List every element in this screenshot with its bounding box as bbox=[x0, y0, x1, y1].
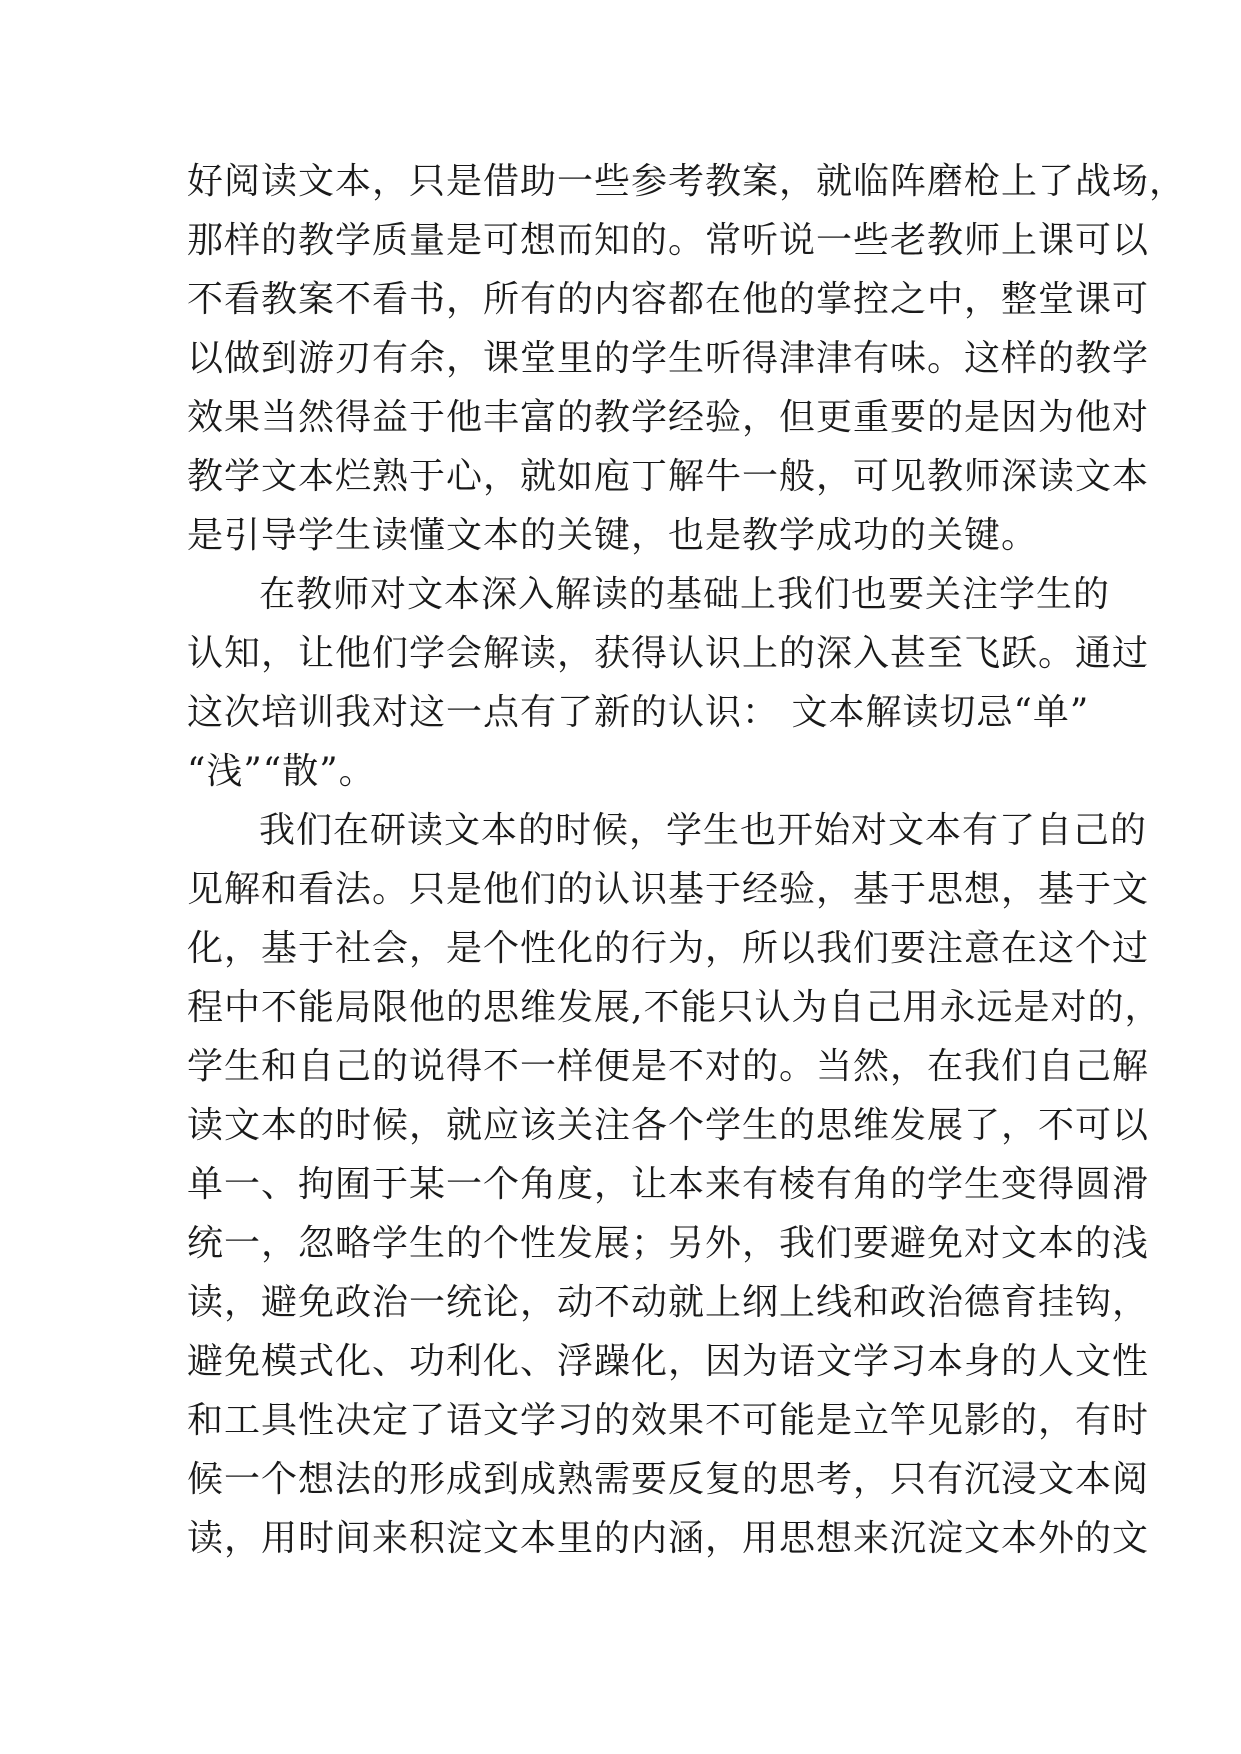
text-line: 在教师对文本深入解读的基础上我们也要关注学生的 bbox=[259, 574, 1111, 615]
text-line: 认知，让他们学会解读，获得认识上的深入甚至飞跃。通过 bbox=[187, 633, 1150, 674]
text-line: 好阅读文本，只是借助一些参考教案，就临阵磨枪上了战场， bbox=[187, 161, 1187, 202]
text-line: “浅”“散”。 bbox=[187, 751, 376, 792]
text-line: 是引导学生读懂文本的关键，也是教学成功的关键。 bbox=[187, 515, 1039, 556]
text-line: 程中不能局限他的思维发展,不能只认为自己用永远是对的， bbox=[187, 987, 1162, 1028]
text-line: 候一个想法的形成到成熟需要反复的思考，只有沉浸文本阅 bbox=[187, 1459, 1150, 1500]
text-line: 化，基于社会，是个性化的行为，所以我们要注意在这个过 bbox=[187, 928, 1150, 969]
text-line: 我们在研读文本的时候，学生也开始对文本有了自己的 bbox=[259, 810, 1148, 851]
text-line: 读，用时间来积淀文本里的内涵，用思想来沉淀文本外的文 bbox=[187, 1518, 1150, 1559]
text-line: 读，避免政治一统论，动不动就上纲上线和政治德育挂钩， bbox=[187, 1282, 1150, 1323]
text-line: 统一，忽略学生的个性发展；另外，我们要避免对文本的浅 bbox=[187, 1223, 1150, 1264]
text-line: 见解和看法。只是他们的认识基于经验，基于思想，基于文 bbox=[187, 869, 1150, 910]
text-line: 学生和自己的说得不一样便是不对的。当然，在我们自己解 bbox=[187, 1046, 1150, 1087]
text-line: 效果当然得益于他丰富的教学经验，但更重要的是因为他对 bbox=[187, 397, 1150, 438]
text-line: 那样的教学质量是可想而知的。常听说一些老教师上课可以 bbox=[187, 220, 1150, 261]
text-line: 读文本的时候，就应该关注各个学生的思维发展了，不可以 bbox=[187, 1105, 1150, 1146]
text-line: 避免模式化、功利化、浮躁化，因为语文学习本身的人文性 bbox=[187, 1341, 1150, 1382]
body-text bbox=[187, 152, 1187, 1568]
text-line: 教学文本烂熟于心，就如庖丁解牛一般，可见教师深读文本 bbox=[187, 456, 1150, 497]
text-line: 不看教案不看书，所有的内容都在他的掌控之中，整堂课可 bbox=[187, 279, 1150, 320]
text-line: 这次培训我对这一点有了新的认识： 文本解读切忌“单” bbox=[187, 692, 1090, 733]
text-line: 以做到游刃有余，课堂里的学生听得津津有味。这样的教学 bbox=[187, 338, 1150, 379]
text-line: 单一、拘囿于某一个角度，让本来有棱有角的学生变得圆滑 bbox=[187, 1164, 1150, 1205]
text-line: 和工具性决定了语文学习的效果不可能是立竿见影的，有时 bbox=[187, 1400, 1150, 1441]
